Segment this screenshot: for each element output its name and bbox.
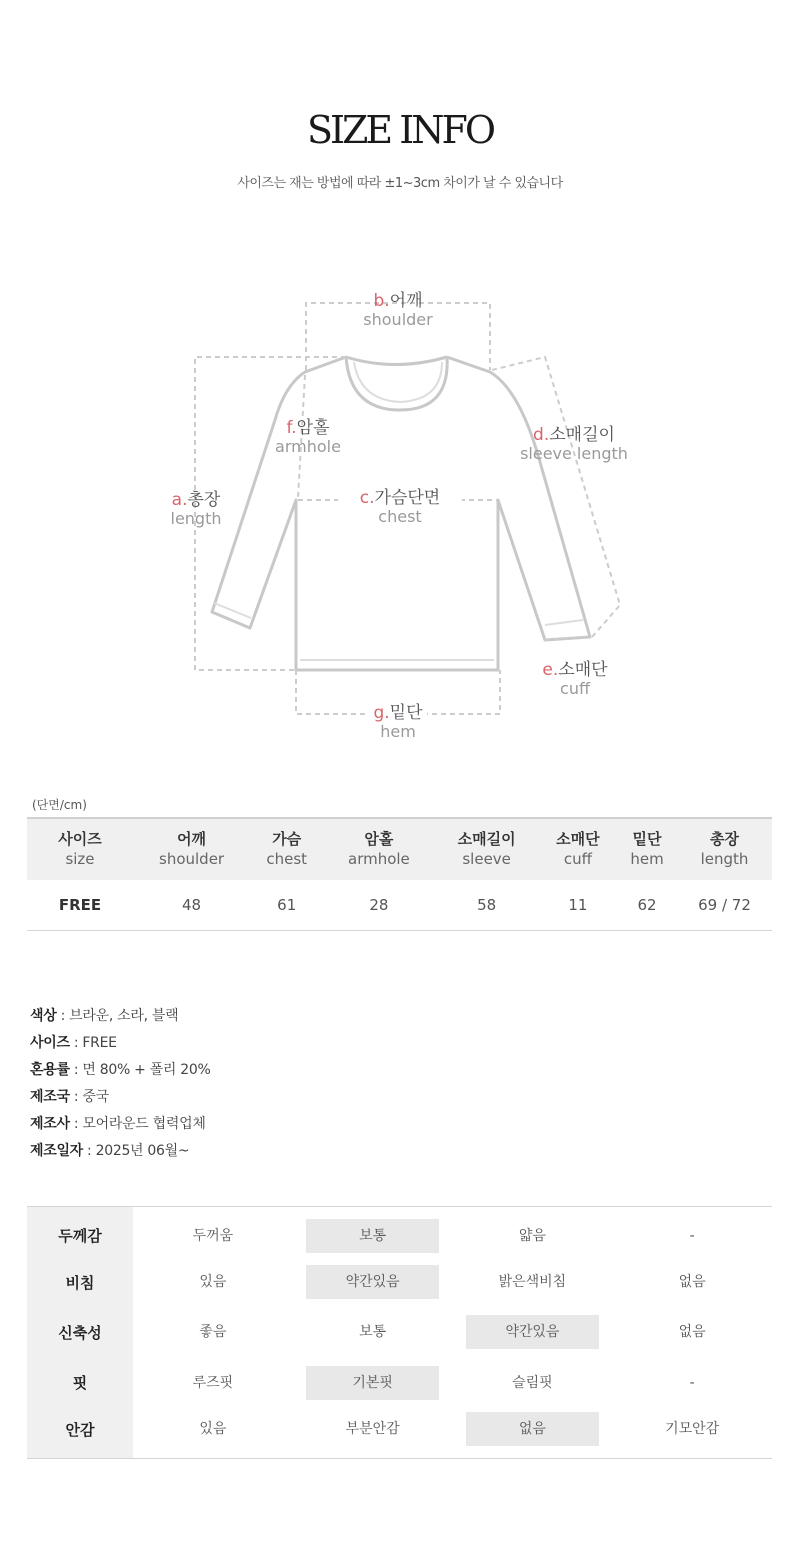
product-info [30,1003,211,1165]
attribute-option: 얇음 [518,1227,546,1244]
attribute-label: 두께감 [27,1207,133,1257]
attribute-option: 슬림핏 [512,1374,553,1391]
attribute-option-selected: 없음 [466,1412,599,1446]
col-sleeve: 소매길이 sleeve [457,830,516,868]
table-row [27,880,772,930]
attribute-option-selected: 보통 [306,1219,439,1253]
attribute-row [27,1358,772,1408]
cell-size: FREE [27,880,133,930]
col-cuff: 소매단 cuff [556,830,600,868]
cell-chest: 61 [250,880,323,930]
attribute-row [27,1307,772,1357]
info-material: 혼용률 : 면 80% + 폴리 20% [30,1062,211,1078]
cell-armhole: 28 [323,880,434,930]
unit-note: (단면/cm) [32,798,87,812]
cell-length: 69 / 72 [677,880,772,930]
cell-sleeve: 58 [434,880,538,930]
page-title: SIZE INFO [306,108,494,152]
col-size: 사이즈 size [58,830,102,868]
col-shoulder: 어깨 shoulder [159,830,225,868]
attribute-option: 기모안감 [665,1421,720,1437]
sleeve-measure [492,357,620,637]
attribute-option: 있음 [199,1421,227,1437]
info-origin: 제조국 : 중국 [30,1089,109,1105]
col-length: 총장 length [700,830,749,868]
attribute-option: 밝은색비침 [498,1274,567,1291]
attribute-row [27,1257,772,1307]
attribute-option: 없음 [678,1324,706,1341]
attribute-option: 보통 [359,1324,387,1341]
attribute-option: - [689,1227,695,1244]
label-cuff: e.소매단 cuff [542,660,608,698]
info-date: 제조일자 : 2025년 06월~ [30,1143,190,1159]
col-armhole: 암홀 armhole [348,830,410,868]
label-sleeve-length: d.소매길이 sleeve length [520,425,628,463]
cell-shoulder: 48 [133,880,250,930]
attribute-option-selected: 기본핏 [306,1366,439,1400]
page-subtitle: 사이즈는 재는 방법에 따라 ±1~3cm 차이가 날 수 있습니다 [237,176,563,191]
attribute-option: 루즈핏 [192,1374,234,1391]
cell-hem: 62 [617,880,677,930]
attribute-option: - [689,1374,695,1391]
attribute-label: 안감 [27,1408,133,1458]
label-armhole: f.암홀 armhole [275,418,341,456]
col-chest: 가슴 chest [266,830,308,868]
attribute-option-selected: 약간있음 [466,1315,599,1349]
attribute-option-selected: 약간있음 [306,1265,439,1299]
attribute-label: 핏 [27,1358,133,1408]
attribute-option: 좋음 [199,1324,227,1341]
label-length: a.총장 length [170,490,222,528]
col-hem: 밑단 hem [630,830,664,868]
attribute-option: 부분안감 [345,1421,400,1437]
cell-cuff: 11 [539,880,617,930]
attribute-label: 비침 [27,1257,133,1307]
info-manufacturer: 제조사 : 모어라운드 협력업체 [30,1116,206,1132]
attribute-row [27,1207,772,1257]
attribute-option: 있음 [199,1274,227,1291]
attribute-option: 두꺼움 [192,1227,234,1244]
size-table [27,817,772,931]
attribute-table [27,1206,772,1459]
attribute-option: 없음 [678,1274,706,1291]
label-chest: c.가슴단면 chest [338,489,462,525]
size-table-header [27,818,772,880]
attribute-label: 신축성 [27,1307,133,1357]
label-hem: g.밑단 hem [348,704,448,740]
attribute-row [27,1408,772,1458]
info-size: 사이즈 : FREE [30,1035,117,1051]
label-shoulder: b.어깨 shoulder [363,291,433,329]
info-color: 색상 : 브라운, 소라, 블랙 [30,1008,179,1024]
